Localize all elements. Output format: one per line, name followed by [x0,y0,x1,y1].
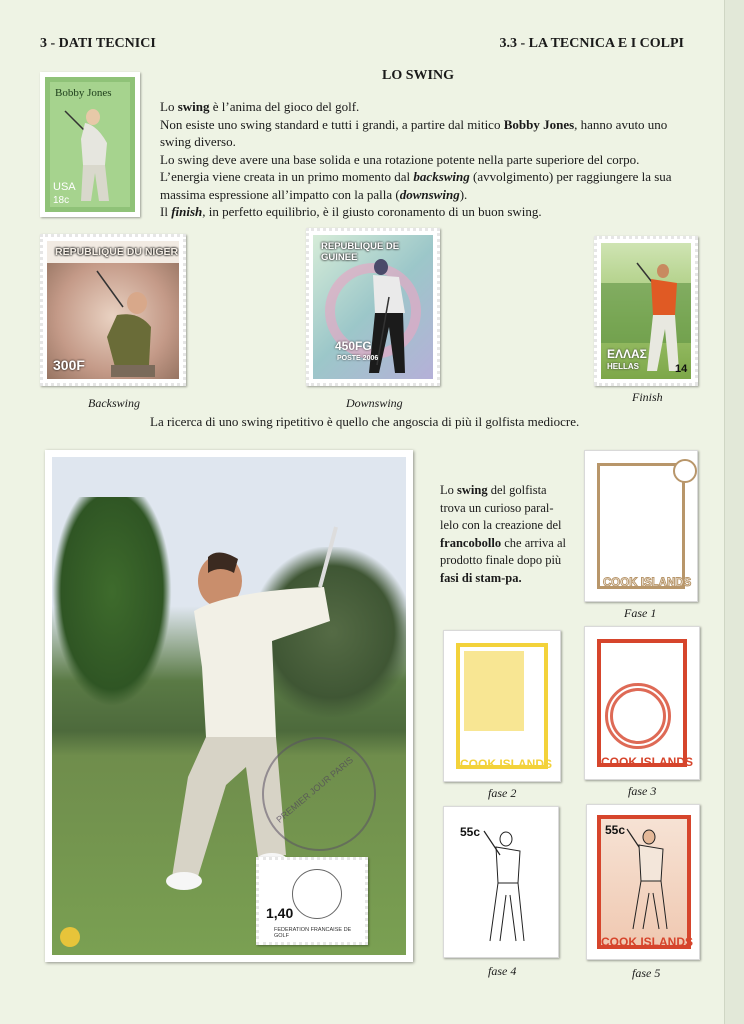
phase-5-golfer [621,823,673,933]
phase-5-value: 55c [605,823,626,837]
caption-fase-4: fase 4 [488,964,517,978]
phase-3-country: COOK ISLANDS [601,755,694,769]
maximum-card [45,450,413,962]
intro-p2: Non esiste uno swing standard e tutti i grandi, a partire dal mitico Bobby Jones, hanno avuto uno swing diverso. [160,116,668,149]
stamp-niger [40,234,186,386]
phase-4-stamp [443,806,559,958]
stamp-ffg-value: 1,40 [266,905,294,921]
side-text: Lo swing del golfista trova un curioso paral-lelo con la creazione del francobollo che arriva al prodotto finale dopo più fasi di stam-pa. [440,483,566,585]
subsection-header: 3.3 - LA TECNICA E I COLPI [499,36,684,51]
intro-p1: Lo swing è l’anima del gioco del golf. [160,99,360,114]
stamp-bobby-name: Bobby Jones [55,87,112,99]
page-title: LO SWING [382,68,454,83]
stamp-ffg [256,857,368,945]
stamp-ffg-org: FEDERATION FRANCAISE DE GOLF [274,927,352,939]
phase-4-golfer [478,825,530,945]
caption-fase-3: fase 3 [628,784,657,798]
stamp-greece [594,236,698,386]
stamp-guinee-value: 450FG [335,339,372,353]
golf-balls [60,927,80,947]
caption-fase-5: fase 5 [632,966,661,980]
stamp-guinee-country: REPUBLIQUE DE GUINEE [321,241,400,263]
intro-p3: Lo swing deve avere una base solida e una rotazione potente nella parte superiore del corpo. [160,151,640,167]
phase-1-country: COOK ISLANDS [603,577,692,589]
middle-text: La ricerca di uno swing ripetitivo è quello che angoscia di più il golfista mediocre. [150,414,580,429]
intro-p4: L’energia viene creata in un primo momento dal backswing (avvolgimento) per raggiungere la sua massima espressione all’impatto con la palla (downswing). [160,169,672,202]
intro-text [160,98,700,221]
caption-backswing: Backswing [88,396,140,410]
stamp-greece-value: 14 [675,363,688,375]
intro-p5: Il finish, in perfetto equilibrio, è il giusto coronamento di un buon swing. [160,204,542,219]
stamp-bobby-value: 18c [53,195,70,206]
caption-fase-1: Fase 1 [624,606,657,620]
stamp-niger-value: 300F [53,357,85,373]
phase-5-stamp [586,804,700,960]
phase-4-value: 55c [460,825,481,839]
postmark-text: PREMIER JOUR PARIS [274,754,356,825]
stamp-niger-country: REPUBLIQUE DU NIGER [55,246,179,258]
caption-finish: Finish [632,390,663,404]
stamp-bobby-jones [40,72,140,217]
phase-2-stamp [443,630,561,782]
phase-1-stamp [584,450,698,602]
phase-5-country: COOK ISLANDS [601,935,694,949]
stamp-guinee-sub: POSTE 2006 [337,355,379,362]
phase-2-country: COOK ISLANDS [460,757,553,771]
phase-3-stamp [584,626,700,780]
stamp-greece-country: ΕΛΛΑΣ [607,347,647,361]
niger-golfer-illustration [77,267,167,377]
caption-fase-2: fase 2 [488,786,517,800]
section-header: 3 - DATI TECNICI [40,36,156,51]
stamp-guinee [306,228,440,386]
stamp-bobby-country: USA [53,181,76,193]
stamp-greece-country2: HELLAS [607,362,639,371]
caption-downswing: Downswing [346,396,403,410]
